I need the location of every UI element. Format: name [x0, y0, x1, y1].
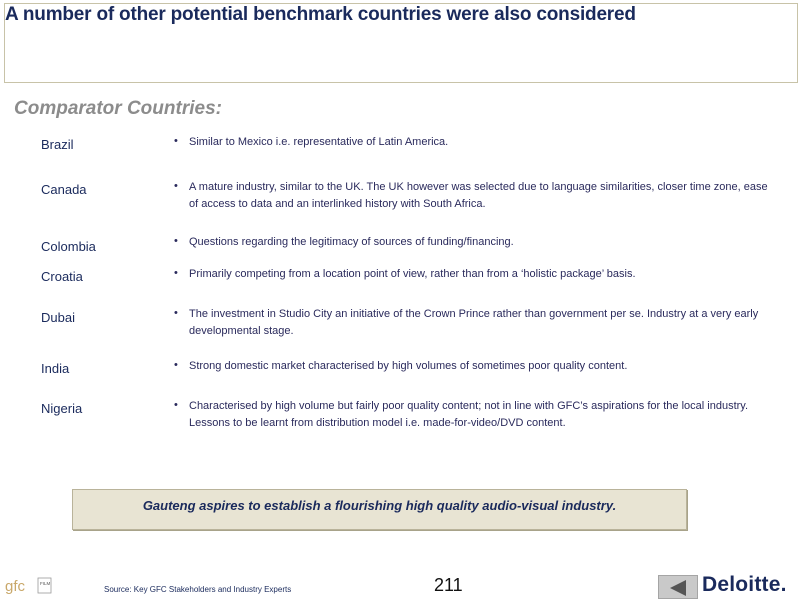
country-description-canada [189, 179, 777, 213]
country-name-croatia: Croatia [41, 269, 83, 284]
bullet-icon: • [174, 235, 178, 247]
description-line: developmental stage. [189, 325, 294, 337]
page-number: 211 [434, 575, 463, 595]
callout-box [72, 489, 687, 530]
country-description-nigeria [189, 398, 777, 432]
bullet-icon: • [174, 267, 178, 279]
description-line: A mature industry, similar to the UK. The UK however was selected due to language similarities, closer time zone, ease [189, 181, 768, 193]
country-description-brazil [189, 134, 777, 151]
country-description-croatia [189, 266, 777, 283]
country-name-colombia: Colombia [41, 239, 96, 254]
country-name-india: India [41, 361, 70, 376]
country-name-canada: Canada [41, 182, 87, 197]
country-description-india [189, 358, 777, 375]
country-name-dubai: Dubai [41, 310, 75, 325]
page-title: A number of other potential benchmark countries were also considered [5, 4, 636, 25]
arrow-left-icon [670, 580, 686, 596]
callout-text: Gauteng aspires to establish a flourishing high quality audio-visual industry. [142, 498, 617, 513]
section-heading: Comparator Countries: [14, 98, 222, 119]
country-description-dubai [189, 306, 777, 340]
deloitte-logo: Deloitte. [702, 573, 787, 596]
description-line: The investment in Studio City an initiative of the Crown Prince rather than government per se. Industry at a very early [189, 308, 759, 320]
description-line: Characterised by high volume but fairly poor quality content; not in line with GFC’s aspirations for the local industry. [189, 400, 749, 412]
bullet-icon: • [174, 180, 178, 192]
gfc-logo [5, 575, 53, 597]
country-description-colombia [189, 234, 777, 251]
bullet-icon: • [174, 307, 178, 319]
bullet-icon: • [174, 359, 178, 371]
country-name-brazil: Brazil [41, 137, 74, 152]
previous-slide-button[interactable] [658, 575, 698, 599]
gfc-logo-text: gfc [5, 578, 26, 595]
description-line: Strong domestic market characterised by high volumes of sometimes poor quality content. [189, 360, 628, 372]
description-line: Lessons to be learnt from distribution model i.e. made-for-video/DVD content. [189, 417, 566, 429]
gfc-logo-subtext: FILM [40, 581, 51, 586]
description-line: Similar to Mexico i.e. representative of Latin America. [189, 136, 449, 148]
description-line: of access to data and an interlinked history with South Africa. [189, 198, 486, 210]
description-line: Questions regarding the legitimacy of sources of funding/financing. [189, 236, 514, 248]
bullet-icon: • [174, 135, 178, 147]
bullet-icon: • [174, 399, 178, 411]
source-note: Source: Key GFC Stakeholders and Industry Experts [104, 585, 292, 594]
description-line: Primarily competing from a location point of view, rather than from a ‘holistic package’ basis. [189, 268, 636, 280]
country-name-nigeria: Nigeria [41, 401, 83, 416]
